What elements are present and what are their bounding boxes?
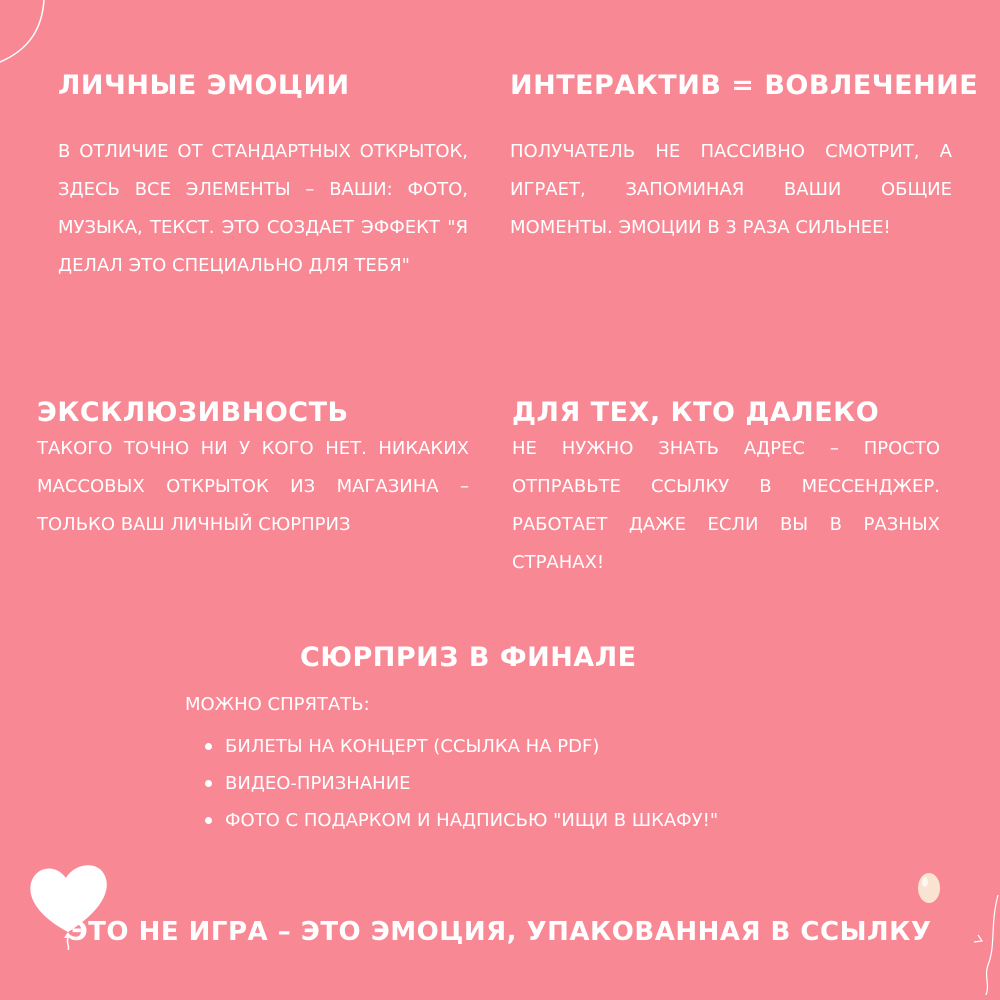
finale-intro: МОЖНО СПРЯТАТЬ: [185, 694, 370, 715]
finale-list [205, 728, 718, 839]
section-title: ЭКСКЛЮЗИВНОСТЬ [37, 397, 349, 428]
list-item-text: БИЛЕТЫ НА КОНЦЕРТ (ССЫЛКА НА PDF) [225, 736, 600, 757]
section-far-away [512, 397, 940, 582]
section-title: ЛИЧНЫЕ ЭМОЦИИ [58, 70, 350, 101]
bullet-icon [205, 780, 212, 787]
section-text: ПОЛУЧАТЕЛЬ НЕ ПАССИВНО СМОТРИТ, А ИГРАЕТ, ЗАПОМИНАЯ ВАШИ ОБЩИЕ МОМЕНТЫ. ЭМОЦИИ В 3 РАЗА СИЛЬНЕЕ! [510, 141, 952, 238]
list-item-text: ФОТО С ПОДАРКОМ И НАДПИСЬЮ "ИЩИ В ШКАФУ!" [225, 810, 719, 831]
list-item [205, 728, 718, 765]
corner-arc-icon [0, 0, 60, 70]
section-text: НЕ НУЖНО ЗНАТЬ АДРЕС – ПРОСТО ОТПРАВЬТЕ ССЫЛКУ В МЕССЕНДЖЕР. РАБОТАЕТ ДАЖЕ ЕСЛИ ВЫ В РАЗНЫХ СТРАНАХ! [512, 438, 940, 573]
section-text: ТАКОГО ТОЧНО НИ У КОГО НЕТ. НИКАКИХ МАССОВЫХ ОТКРЫТОК ИЗ МАГАЗИНА – ТОЛЬКО ВАШ ЛИЧНЫЙ СЮРПРИЗ [37, 438, 469, 535]
list-item [205, 802, 718, 839]
section-exclusivity [37, 397, 469, 544]
list-item [205, 765, 718, 802]
section-text: В ОТЛИЧИЕ ОТ СТАНДАРТНЫХ ОТКРЫТОК, ЗДЕСЬ ВСЕ ЭЛЕМЕНТЫ – ВАШИ: ФОТО, МУЗЫКА, ТЕКСТ. ЭТО СОЗДАЕТ ЭФФЕКТ "Я ДЕЛАЛ ЭТО СПЕЦИАЛЬНО ДЛЯ ТЕБЯ" [58, 141, 468, 276]
section-title: СЮРПРИЗ В ФИНАЛЕ [300, 642, 637, 673]
section-finale [300, 642, 800, 673]
section-personal-emotions [58, 70, 468, 285]
section-title: ДЛЯ ТЕХ, КТО ДАЛЕКО [512, 397, 880, 428]
bullet-icon [205, 817, 212, 824]
section-interactive [510, 70, 979, 247]
section-title: ИНТЕРАКТИВ = ВОВЛЕЧЕНИЕ [510, 70, 979, 101]
egg-balloon-icon [914, 870, 944, 910]
bullet-icon [205, 743, 212, 750]
footer-slogan: ЭТО НЕ ИГРА – ЭТО ЭМОЦИЯ, УПАКОВАННАЯ В ССЫЛКУ [68, 917, 932, 947]
list-item-text: ВИДЕО-ПРИЗНАНИЕ [225, 773, 411, 794]
